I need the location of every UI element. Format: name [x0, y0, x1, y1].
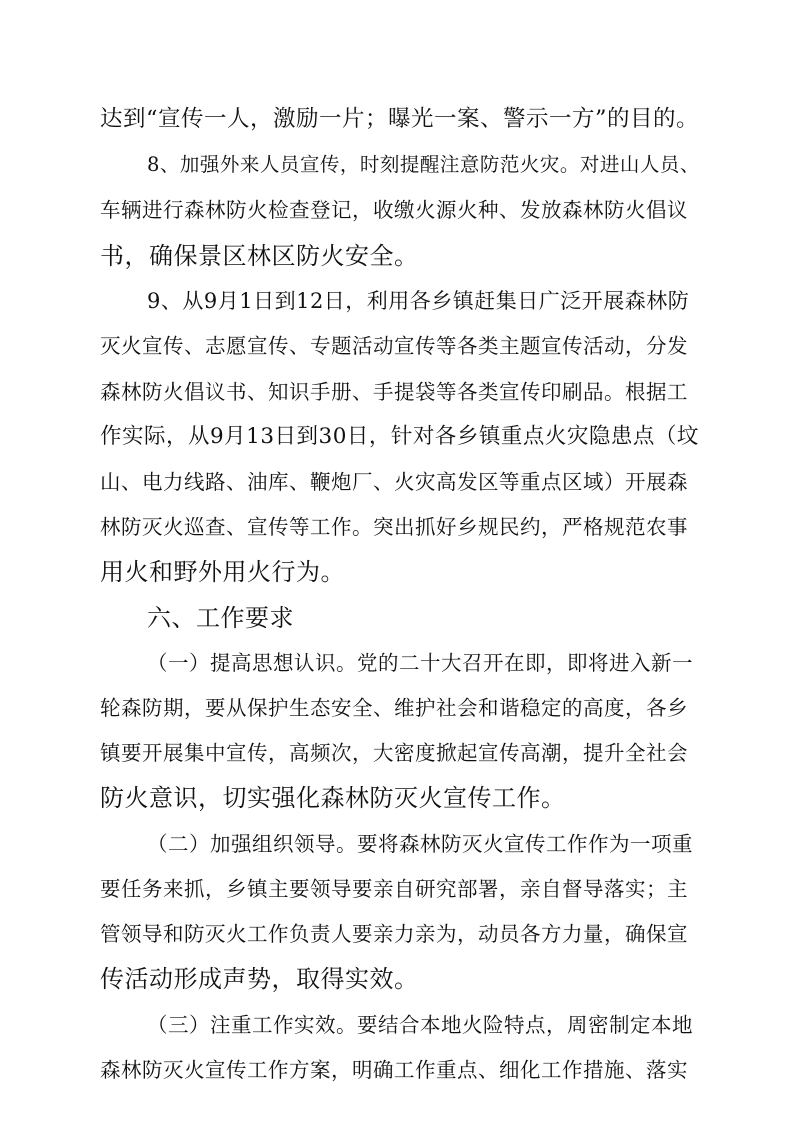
paragraph-line: 要任务来抓，乡镇主要领导要亲自研究部署，亲自督导落实；主: [100, 877, 688, 901]
paragraph-line: （二）加强组织领导。要将森林防灭火宣传工作作为一项重: [147, 832, 693, 856]
paragraph-line: 达到“宣传一人，激励一片；曝光一案、警示一方”的目的。: [100, 106, 700, 132]
paragraph-line: 管领导和防灭火工作负责人要亲力亲为，动员各方力量，确保宣: [100, 922, 688, 946]
paragraph-line: （三）注重工作实效。要结合本地火险特点，周密制定本地: [147, 1013, 693, 1037]
paragraph-line: 森林防火倡议书、知识手册、手提袋等各类宣传印刷品。根据工: [100, 380, 688, 404]
paragraph-line: 作实际，从9月13日到30日，针对各乡镇重点火灾隐患点（坟: [100, 424, 699, 449]
section-heading: 六、工作要求: [147, 604, 294, 632]
paragraph-line: 传活动形成声势，取得实效。: [100, 965, 419, 993]
paragraph-line: 8、加强外来人员宣传，时刻提醒注意防范火灾。对进山人员、: [147, 153, 700, 176]
paragraph-line: 镇要开展集中宣传，高频次，大密度掀起宣传高潮，提升全社会: [100, 741, 688, 765]
paragraph-line: 轮森防期，要从保护生态安全、维护社会和谐稳定的高度，各乡: [100, 696, 688, 720]
paragraph-line: 防火意识，切实强化森林防灭火宣传工作。: [100, 784, 566, 812]
paragraph-line: 灭火宣传、志愿宣传、专题活动宣传等各类主题宣传活动，分发: [100, 334, 688, 358]
paragraph-line: 用火和野外用火行为。: [100, 558, 345, 586]
paragraph-line: 森林防灭火宣传工作方案，明确工作重点、细化工作措施、落实: [100, 1058, 688, 1082]
paragraph-line: （一）提高思想认识。党的二十大召开在即，即将进入新一: [147, 651, 693, 675]
paragraph-line: 山、电力线路、油库、鞭炮厂、火灾高发区等重点区域）开展森: [100, 470, 688, 494]
paragraph-line: 车辆进行森林防火检查登记，收缴火源火种、发放森林防火倡议: [100, 198, 688, 222]
paragraph-line: 书，确保景区林区防火安全。: [100, 242, 419, 270]
paragraph-line: 林防灭火巡查、宣传等工作。突出抓好乡规民约，严格规范农事: [100, 515, 688, 539]
paragraph-line: 9、从9月1日到12日，利用各乡镇赶集日广泛开展森林防: [147, 289, 690, 313]
